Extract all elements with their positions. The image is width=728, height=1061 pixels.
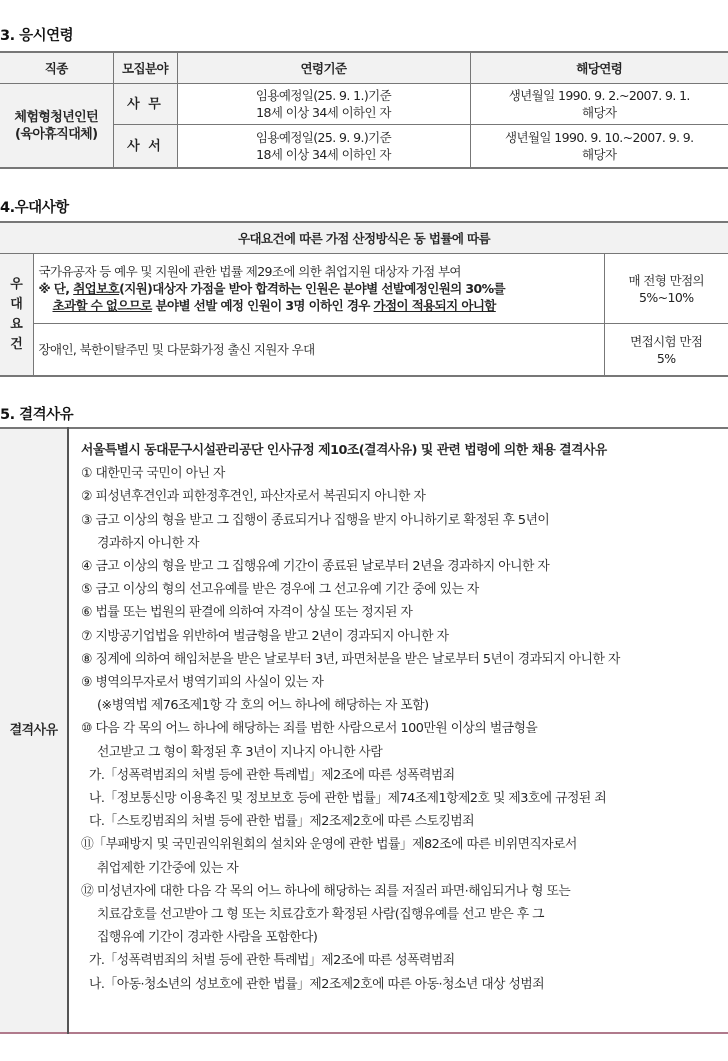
list-item: 나.「아동·청소년의 성보호에 관한 법률」제2조제2호에 따른 아동·청소년 대상 성범죄 <box>89 976 545 992</box>
job-type-line1: 체험형청년인턴 <box>14 109 99 125</box>
header-age-criteria: 연령기준 <box>177 52 470 84</box>
job-type-cell <box>0 84 113 169</box>
criteria-line2: 18세 이상 34세 이하인 자 <box>256 147 391 162</box>
list-item: ⑦ 지방공기업법을 위반하여 벌금형을 받고 2년이 경과되지 아니한 자 <box>81 628 449 644</box>
note-prefix: ※ 단, <box>38 281 74 296</box>
veteran-preference-note-cont <box>39 297 600 314</box>
side-label-char: 요 <box>10 316 23 332</box>
list-item: 가.「성폭력범죄의 처벌 등에 관한 특례법」제2조에 따른 성폭력범죄 <box>89 953 455 969</box>
field-cell: 사 무 <box>113 84 177 125</box>
bonus-line2: 5% <box>656 350 676 366</box>
age-line2: 해당자 <box>582 105 617 120</box>
note-underline-2: 초과할 수 없으므로 <box>52 298 152 313</box>
header-eligible-age: 해당연령 <box>470 52 728 84</box>
preference-header: 우대요건에 따른 가점 산정방식은 동 법률에 따름 <box>0 222 728 254</box>
list-item: ⑥ 법률 또는 법원의 판결에 의하여 자격이 상실 또는 정지된 자 <box>81 605 413 621</box>
section-4-title: 4.우대사항 <box>0 200 69 216</box>
bonus-cell <box>604 254 728 324</box>
table-row <box>0 254 728 324</box>
list-item: ④ 금고 이상의 형을 받고 그 집행유예 기간이 종료된 날로부터 2년을 경과하지 아니한 자 <box>81 559 550 575</box>
bonus-line2: 5%~10% <box>639 289 694 305</box>
eligible-age-cell <box>470 84 728 125</box>
age-line1: 생년월일 1990. 9. 2.~2007. 9. 1. <box>508 88 690 103</box>
side-label-char: 대 <box>10 296 23 312</box>
age-line1: 생년월일 1990. 9. 10.~2007. 9. 9. <box>505 130 694 145</box>
table-header-row <box>0 52 728 84</box>
criteria-cell <box>177 125 470 169</box>
list-item: 나.「정보통신망 이용촉진 및 정보보호 등에 관한 법률」제74조제1항제2호 및 제3호에 규정된 죄 <box>89 791 607 807</box>
header-recruit-field: 모집분야 <box>113 52 177 84</box>
list-item: 취업제한 기간중에 있는 자 <box>97 860 239 876</box>
job-type-line2: (육아휴직대체) <box>15 126 98 142</box>
table-row <box>0 84 728 125</box>
bonus-cell <box>604 324 728 377</box>
preference-table <box>0 221 728 377</box>
table-row <box>0 324 728 377</box>
list-item: ⑫ 미성년자에 대한 다음 각 목의 어느 하나에 해당하는 죄를 저질러 파면·해임되거나 형 또는 <box>81 883 571 899</box>
veteran-preference-cell <box>33 254 604 324</box>
list-item: 경과하지 아니한 자 <box>97 535 200 551</box>
bonus-line1: 면접시험 만점 <box>630 333 703 349</box>
eligible-age-cell <box>470 125 728 169</box>
criteria-cell <box>177 84 470 125</box>
table-row <box>0 428 728 1033</box>
criteria-line1: 임용예정일(25. 9. 9.)기준 <box>255 130 392 145</box>
criteria-line2: 18세 이상 34세 이하인 자 <box>256 105 391 120</box>
disqualification-label: 결격사유 <box>0 428 68 1033</box>
list-item: 다.「스토킹범죄의 처벌 등에 관한 법률」제2조제2호에 따른 스토킹범죄 <box>89 814 475 830</box>
list-item: ⑨ 병역의무자로서 병역기피의 사실이 있는 자 <box>81 675 324 691</box>
list-item: ⑩ 다음 각 목의 어느 하나에 해당하는 죄를 범한 사람으로서 100만원 이상의 벌금형을 <box>81 721 538 737</box>
bonus-line1: 매 전형 만점의 <box>628 272 705 288</box>
list-item: ⑤ 금고 이상의 형의 선고유예를 받은 경우에 그 선고유예 기간 중에 있는 자 <box>81 582 479 598</box>
list-item: 집행유예 기간이 경과한 사람을 포함한다) <box>97 930 318 946</box>
side-label-char: 우 <box>10 276 23 292</box>
note-part3: 분야별 선발 예정 인원이 3명 이하인 경우 <box>151 298 374 313</box>
section-5-title: 5. 결격사유 <box>0 407 74 423</box>
list-item: 가.「성폭력범죄의 처벌 등에 관한 특례법」제2조에 따른 성폭력범죄 <box>89 767 455 783</box>
disqualification-heading: 서울특별시 동대문구시설관리공단 인사규정 제10조(결격사유) 및 관련 법령에 의한 채용 결격사유 <box>81 443 607 458</box>
veteran-preference-note <box>39 280 600 297</box>
list-item: ⑪「부패방지 및 국민권익위원회의 설치와 운영에 관한 법률」제82조에 따른 비위면직자로서 <box>81 837 577 853</box>
disqualification-list <box>81 462 724 996</box>
disability-preference-cell: 장애인, 북한이탈주민 및 다문화가정 출신 지원자 우대 <box>33 324 604 377</box>
table-header-row <box>0 222 728 254</box>
list-item: ③ 금고 이상의 형을 받고 그 집행이 종료되거나 집행을 받지 아니하기로 확정된 후 5년이 <box>81 512 550 528</box>
section-3-title: 3. 응시연령 <box>0 28 74 44</box>
list-item: ⑧ 징계에 의하여 해임처분을 받은 날로부터 3년, 파면처분을 받은 날로부터 5년이 경과되지 아니한 자 <box>81 651 620 667</box>
age-line2: 해당자 <box>582 147 617 162</box>
note-underline-1: 취업보호 <box>73 281 120 296</box>
disqualification-body <box>68 428 728 1033</box>
list-item: ② 피성년후견인과 피한정후견인, 파산자로서 복권되지 아니한 자 <box>81 489 426 505</box>
veteran-preference-text: 국가유공자 등 예우 및 지원에 관한 법률 제29조에 의한 취업지원 대상자 가점 부여 <box>38 264 461 279</box>
list-item: (※병역법 제76조제1항 각 호의 어느 하나에 해당하는 자 포함) <box>97 698 429 714</box>
side-label-char: 건 <box>10 336 23 352</box>
disqualification-table <box>0 427 728 1034</box>
list-item: ① 대한민국 국민이 아닌 자 <box>81 466 225 482</box>
age-requirement-table <box>0 51 728 169</box>
list-item: 선고받고 그 형이 확정된 후 3년이 지나지 아니한 사람 <box>97 744 383 760</box>
list-item: 치료감호를 선고받아 그 형 또는 치료감호가 확정된 사람(집행유예를 선고 받은 후 그 <box>97 907 545 923</box>
note-part2: (지원)대상자 가점을 받아 합격하는 인원은 분야별 선발예정인원의 30%를 <box>119 281 506 296</box>
header-job-type: 직종 <box>0 52 113 84</box>
note-underline-3: 가점이 적용되지 아니함 <box>373 298 496 313</box>
field-cell: 사 서 <box>113 125 177 169</box>
preference-side-label <box>0 254 33 377</box>
criteria-line1: 임용예정일(25. 9. 1.)기준 <box>255 88 392 103</box>
